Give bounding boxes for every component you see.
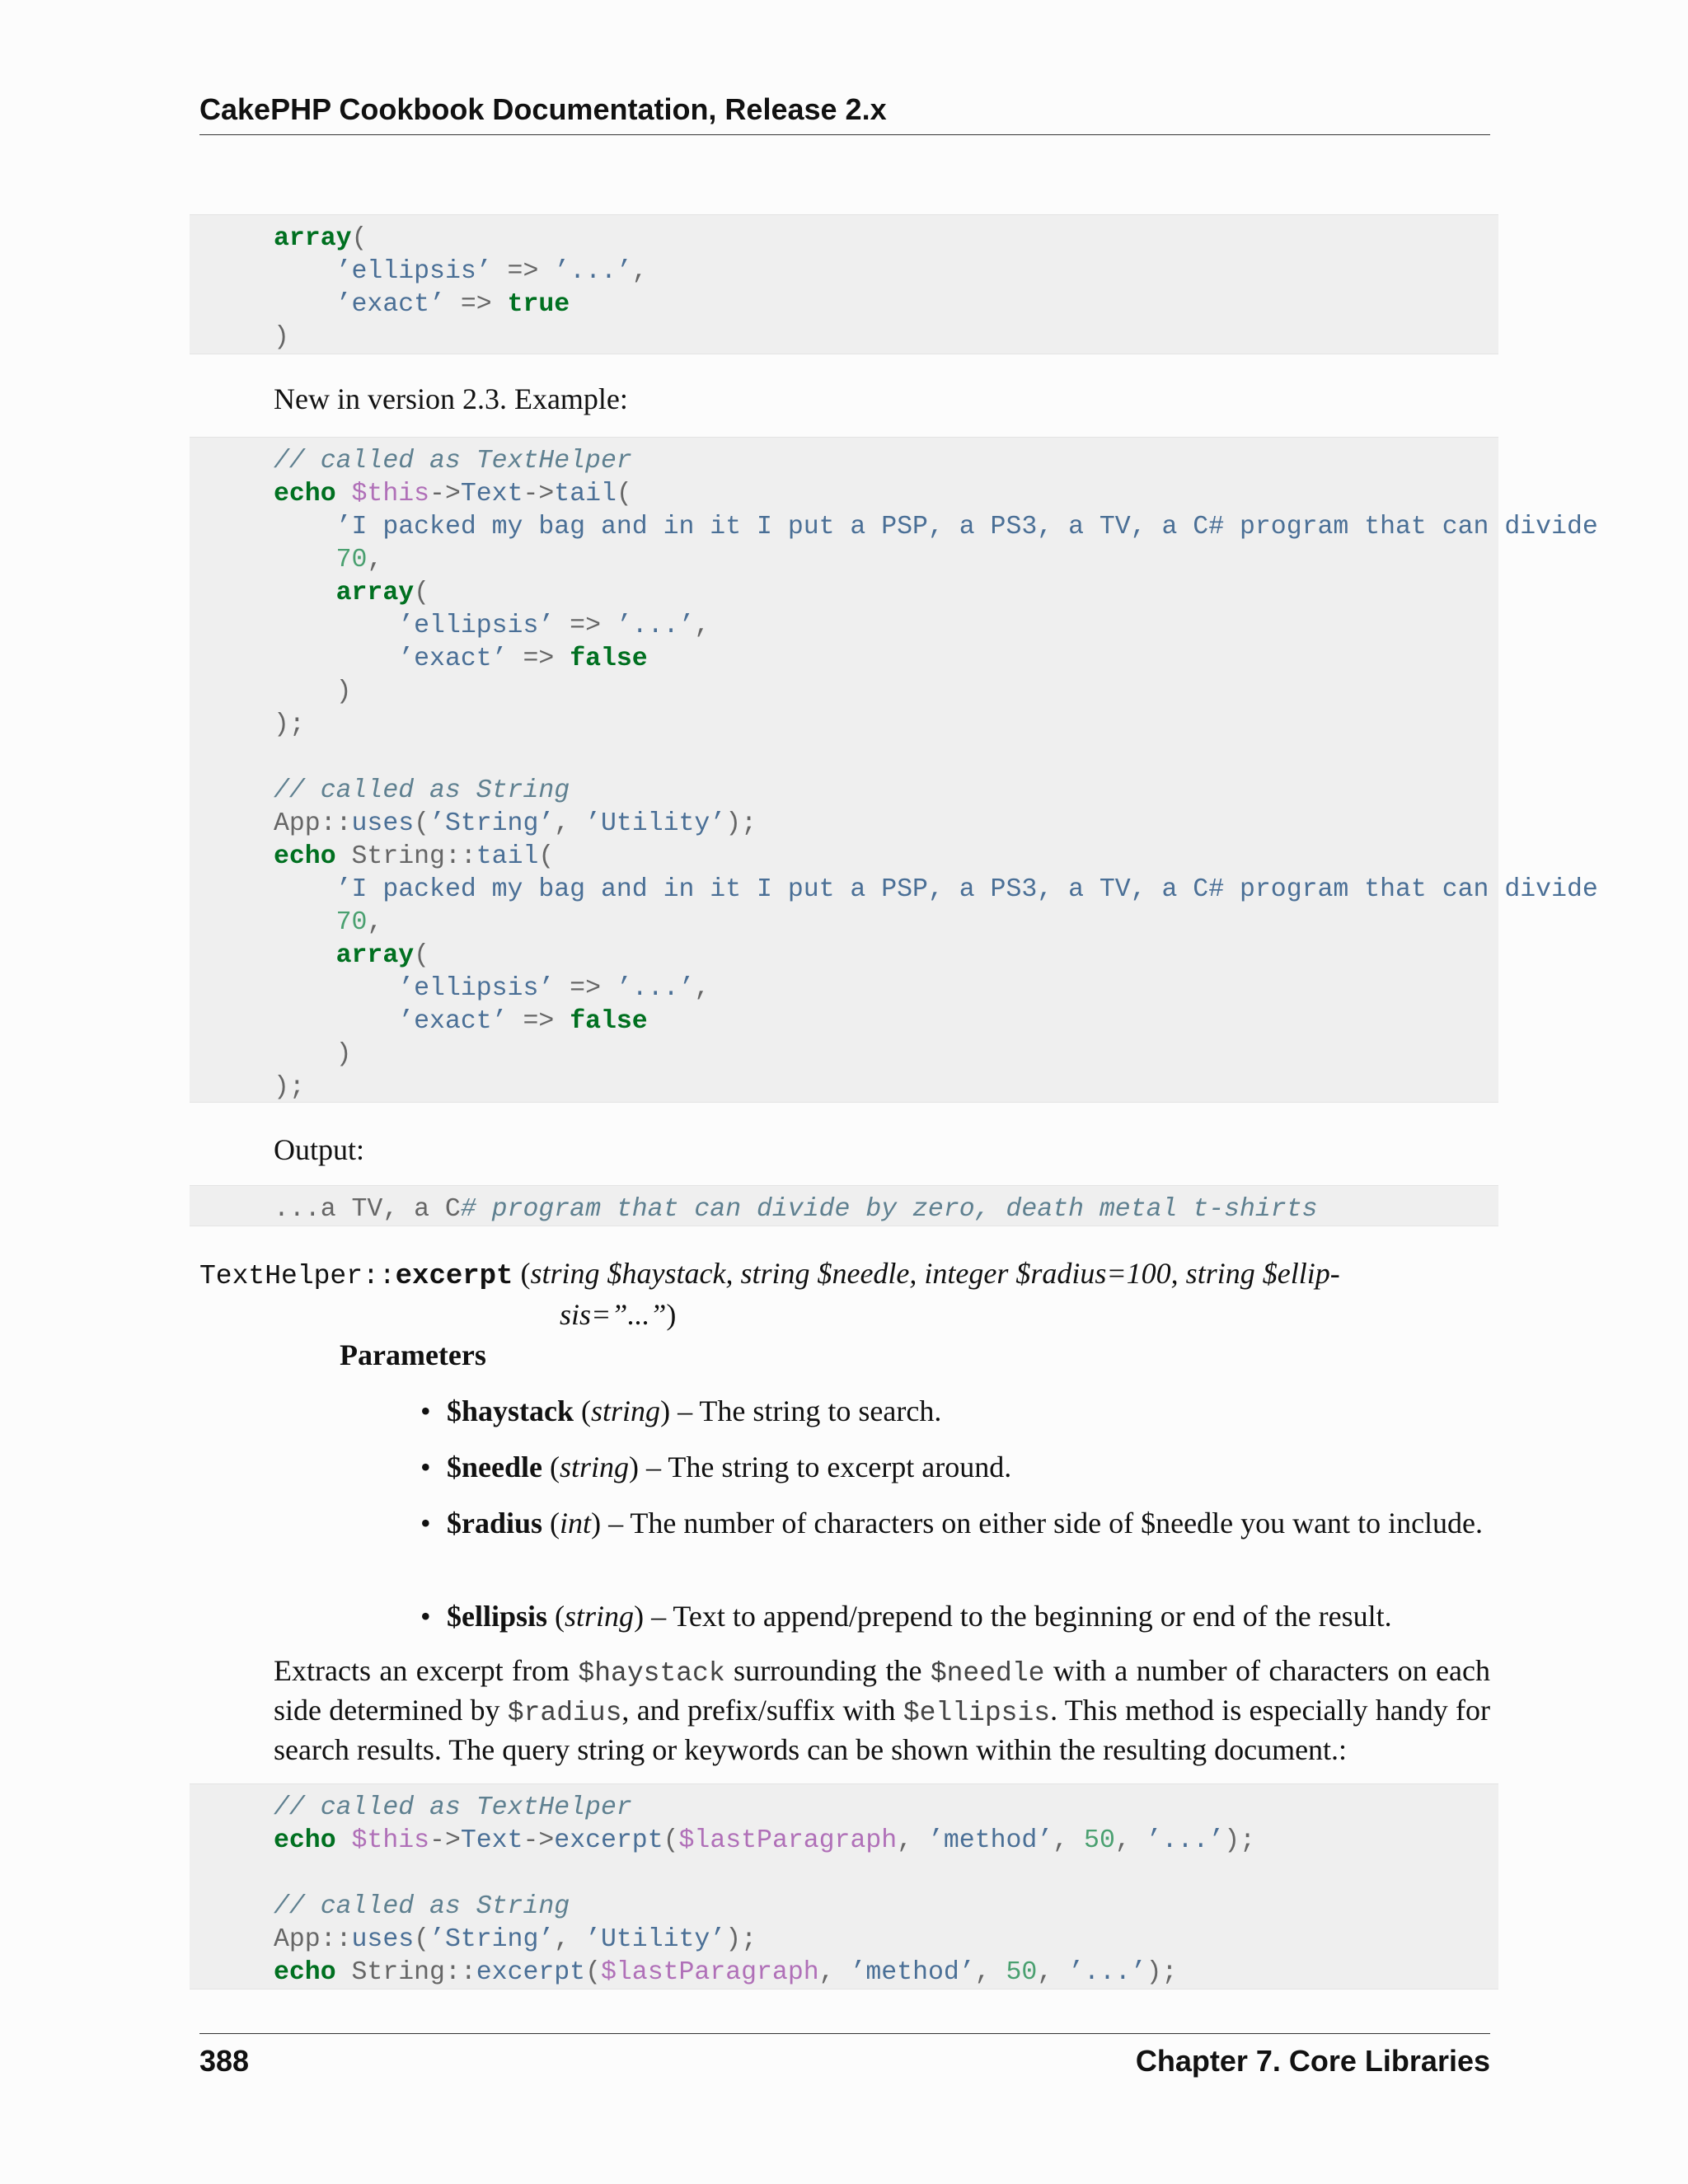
param-desc: – The number of characters on either side of $needle you want to include.: [601, 1507, 1484, 1540]
code-line: // called as TextHelper: [274, 447, 632, 476]
bullet-icon: •: [420, 1394, 431, 1427]
code-line: // called as TextHelper: [274, 1793, 632, 1822]
parameters-heading: Parameters: [340, 1338, 486, 1371]
param-desc: – The string to excerpt around.: [639, 1451, 1012, 1483]
code-line: [274, 1858, 1498, 1891]
code-line: ’I packed my bag and in it I put a PSP, a PS3, a TV, a C# program that can divide: [335, 875, 1598, 904]
code-line: ): [274, 1040, 352, 1069]
code-line: ...a TV, a C# program that can divide by zero, death metal t-shirts: [274, 1195, 1318, 1224]
code-line: // called as String: [274, 1892, 570, 1921]
chapter-title: Chapter 7. Core Libraries: [1135, 2044, 1490, 2078]
code-line: ’ellipsis’ => ’...’,: [335, 257, 648, 286]
desc-text: . This method is especially handy for search results. The query string or keywords can be shown within the resulting document.:: [274, 1694, 1491, 1766]
code-line: array(: [335, 579, 430, 607]
desc-code: $radius: [507, 1698, 622, 1728]
footer-rule: [199, 2033, 1490, 2034]
method-signature-excerpt: [199, 1254, 1419, 1333]
code-line: ’exact’ => false: [398, 644, 648, 673]
paragraph-new-in-version: New in version 2.3. Example:: [274, 382, 628, 415]
code-line: ’ellipsis’ => ’...’,: [398, 974, 710, 1003]
code-line: ): [274, 677, 352, 706]
code-line: ): [274, 323, 289, 352]
code-block-tail-example: [190, 437, 1598, 1103]
page-header-title: CakePHP Cookbook Documentation, Release 2.x: [199, 92, 887, 126]
code-line: array(: [335, 941, 430, 970]
code-block-options: [190, 214, 1498, 354]
bullet-icon: •: [420, 1451, 431, 1483]
param-name: $radius: [447, 1507, 543, 1540]
code-line: // called as String: [274, 776, 570, 805]
code-line: array(: [274, 224, 368, 253]
param-desc: – Text to append/prepend to the beginning or end of the result.: [644, 1600, 1392, 1633]
code-line: );: [274, 710, 305, 739]
param-item: • $haystack (string) – The string to search.: [420, 1393, 1500, 1430]
desc-code: $ellipsis: [903, 1698, 1051, 1728]
code-line: ’exact’ => true: [335, 290, 570, 319]
param-item: • $needle (string) – The string to excerpt around.: [420, 1449, 1500, 1486]
param-type: string: [565, 1600, 635, 1633]
param-item: • $radius (int) – The number of characters on either side of $needle you want to include.: [420, 1505, 1500, 1542]
param-item: • $ellipsis (string) – Text to append/prepend to the beginning or end of the result.: [420, 1598, 1500, 1635]
param-desc: – The string to search.: [670, 1394, 942, 1427]
signature-class: TextHelper::: [199, 1261, 396, 1291]
code-line: 70,: [335, 546, 383, 574]
code-line: App::uses(’String’, ’Utility’);: [274, 809, 757, 838]
signature-args-continued: sis=”...”: [560, 1298, 667, 1331]
excerpt-description: [274, 1652, 1490, 1769]
signature-close-paren: ): [666, 1298, 677, 1331]
bullet-icon: •: [420, 1600, 431, 1633]
code-line: echo $this->Text->tail(: [274, 480, 632, 509]
bullet-icon: •: [420, 1507, 431, 1540]
desc-code: $needle: [930, 1658, 1045, 1689]
param-type: int: [560, 1507, 592, 1540]
code-line: ’exact’ => false: [398, 1007, 648, 1036]
code-block-excerpt-example: [190, 1783, 1498, 1990]
param-name: $ellipsis: [447, 1600, 548, 1633]
signature-open-paren: (: [513, 1257, 531, 1290]
param-type: string: [591, 1394, 661, 1427]
param-name: $haystack: [447, 1394, 574, 1427]
code-line: App::uses(’String’, ’Utility’);: [274, 1925, 757, 1954]
code-line: echo String::excerpt($lastParagraph, ’method’, 50, ’...’);: [274, 1958, 1178, 1987]
code-line: echo String::tail(: [274, 842, 555, 871]
code-line: ’I packed my bag and in it I put a PSP, a PS3, a TV, a C# program that can divide: [335, 513, 1598, 541]
code-block-output: [190, 1185, 1498, 1226]
signature-args: string $haystack, string $needle, integer $radius=100, string $ellip-: [530, 1257, 1340, 1290]
code-line: ’ellipsis’ => ’...’,: [398, 612, 710, 640]
code-line: echo $this->Text->excerpt($lastParagraph, ’method’, 50, ’...’);: [274, 1826, 1255, 1855]
signature-method-name: excerpt: [395, 1261, 513, 1292]
desc-text: with a number of characters on each side determined by: [274, 1654, 1490, 1727]
code-line: );: [274, 1073, 305, 1102]
desc-text: surrounding the: [724, 1654, 931, 1687]
param-name: $needle: [447, 1451, 542, 1483]
page-number: 388: [199, 2044, 250, 2078]
desc-text: Extracts an excerpt from: [274, 1654, 579, 1687]
param-type: string: [559, 1451, 630, 1483]
desc-text: , and prefix/suffix with: [621, 1694, 903, 1727]
code-line: [274, 742, 1498, 775]
desc-code: $haystack: [578, 1658, 725, 1689]
paragraph-output: Output:: [274, 1133, 365, 1166]
header-rule: [199, 134, 1490, 135]
code-line: 70,: [335, 908, 383, 937]
